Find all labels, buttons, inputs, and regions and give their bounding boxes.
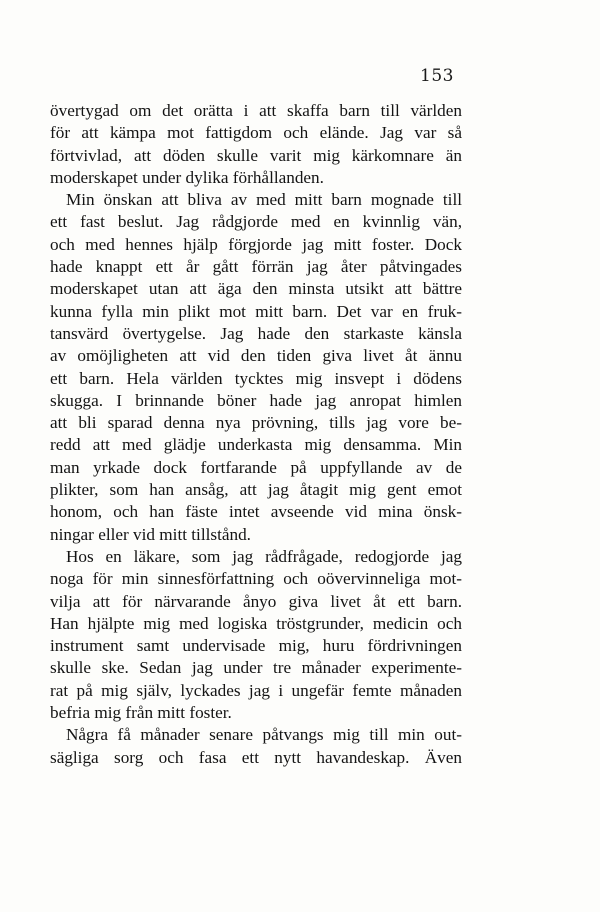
text-line: hade knappt ett år gått förrän jag åter påtvingades	[50, 257, 462, 277]
text-line: ett barn. Hela världen tycktes mig insvept i dödens	[50, 368, 462, 388]
text-line: instrument samt undervisade mig, huru fördrivningen	[50, 636, 462, 656]
text-line: övertygad om det orätta i att skaffa barn till världen	[50, 101, 462, 120]
text-line: ett fast beslut. Jag rådgjorde med en kvinnlig vän,	[50, 212, 462, 232]
text-line: Hos en läkare, som jag rådfrågade, redogjorde jag	[66, 546, 462, 566]
body-text	[50, 100, 462, 769]
text-line: redd att med glädje underkasta mig densamma. Min	[50, 435, 462, 455]
text-line: man yrkade dock fortfarande på uppfyllande av de	[50, 457, 462, 477]
text-line: ningar eller vid mitt tillstånd.	[50, 524, 251, 544]
text-line: vilja att för närvarande ånyo giva livet åt ett barn.	[50, 591, 462, 611]
text-line: av omöjligheten att vid den tiden giva livet åt ännu	[50, 346, 462, 366]
text-line: sägliga sorg och fasa ett nytt havandeskap. Även	[50, 747, 462, 767]
text-line: förtvivlad, att döden skulle varit mig kärkomnare än	[50, 145, 462, 165]
text-line: skulle ske. Sedan jag under tre månader experimente-	[50, 658, 462, 678]
text-line: moderskapet utan att äga den minsta utsikt att bättre	[50, 279, 462, 299]
text-line: Han hjälpte mig med logiska tröstgrunder, medicin och	[50, 613, 462, 633]
text-line: moderskapet under dylika förhållanden.	[50, 167, 324, 187]
text-line: Några få månader senare påtvangs mig till min out-	[66, 725, 462, 745]
text-line: befria mig från mitt foster.	[50, 703, 232, 723]
text-line: för att kämpa mot fattigdom och elände. Jag var så	[50, 123, 462, 143]
text-line: plikter, som han ansåg, att jag åtagit mig gent emot	[50, 480, 462, 500]
text-line: tansvärd övertygelse. Jag hade den starkaste känsla	[50, 323, 462, 343]
text-line: noga för min sinnesförfattning och oövervinneliga mot-	[50, 569, 462, 589]
page-number: 153	[420, 66, 454, 86]
text-line: skugga. I brinnande böner hade jag anropat himlen	[50, 390, 462, 410]
text-line: Min önskan att bliva av med mitt barn mognade till	[66, 190, 462, 210]
text-line: rat på mig själv, lyckades jag i ungefär femte månaden	[50, 680, 462, 700]
text-line: kunna fylla min plikt mot mitt barn. Det var en fruk-	[50, 301, 462, 321]
text-line: att bli sparad denna nya prövning, tills jag vore be-	[50, 413, 462, 433]
text-line: och med hennes hjälp förgjorde jag mitt foster. Dock	[50, 234, 462, 254]
text-line: honom, och han fäste intet avseende vid mina önsk-	[50, 502, 462, 522]
